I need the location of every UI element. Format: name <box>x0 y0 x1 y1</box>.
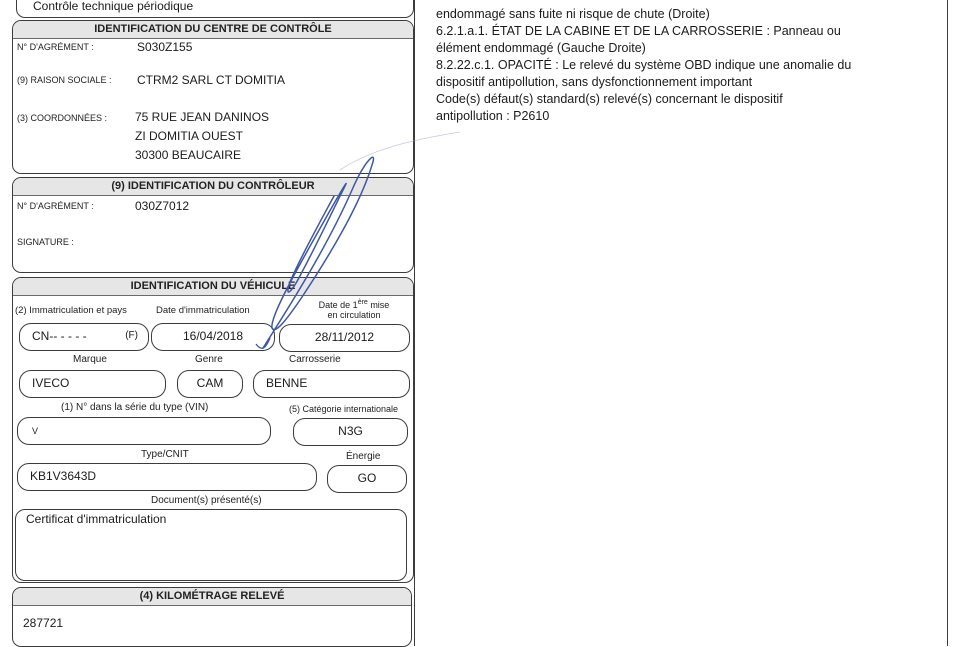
centre-agrement-label: N° D'AGRÉMENT : <box>17 42 94 52</box>
defect-line: Code(s) défaut(s) standard(s) relevé(s) concernant le dispositif <box>436 92 783 106</box>
defect-line: élément endommagé (Gauche Droite) <box>436 41 646 55</box>
documents-label: Document(s) présenté(s) <box>151 495 262 506</box>
controle-type-text: Contrôle technique périodique <box>33 0 194 13</box>
kilometrage-section <box>12 587 412 647</box>
centre-header: IDENTIFICATION DU CENTRE DE CONTRÔLE <box>13 21 413 39</box>
centre-agrement-value: S030Z155 <box>137 40 193 54</box>
date-immat-label: Date d'immatriculation <box>156 305 250 316</box>
address-line-3: 30300 BEAUCAIRE <box>135 148 242 162</box>
defect-line: endommagé sans fuite ni risque de chute (Droite) <box>436 7 710 21</box>
controleur-agrement-label: N° D'AGRÉMENT : <box>17 201 94 211</box>
controle-type-box <box>16 0 414 18</box>
controleur-header: (9) IDENTIFICATION DU CONTRÔLEUR <box>13 178 413 196</box>
vehicule-section <box>12 277 414 583</box>
country-value: (F) <box>125 330 138 341</box>
type-label: Type/CNIT <box>141 449 189 460</box>
kilometrage-header: (4) KILOMÉTRAGE RELEVÉ <box>13 588 411 606</box>
address-line-1: 75 RUE JEAN DANINOS <box>135 110 270 124</box>
controleur-agrement-value: 030Z7012 <box>135 199 190 213</box>
date-first-value: 28/11/2012 <box>314 330 375 344</box>
date-first-field <box>279 324 410 352</box>
coordonnees-label: (3) COORDONNÉES : <box>17 113 108 123</box>
vin-label: (1) N° dans la série du type (VIN) <box>61 402 209 413</box>
genre-label: Genre <box>195 354 223 365</box>
energie-field <box>327 465 407 493</box>
raison-sociale-value: CTRM2 SARL CT DOMITIA <box>137 73 286 87</box>
defects-list <box>436 6 936 125</box>
type-value: KB1V3643D <box>30 469 97 483</box>
vehicule-header: IDENTIFICATION DU VÉHICULE <box>13 278 413 296</box>
immat-value: CN-‐ ‐ ‐ ‐ ‐ <box>32 329 87 343</box>
energie-value: GO <box>357 471 377 485</box>
energie-label: Énergie <box>346 451 381 462</box>
date-immat-field <box>151 323 275 351</box>
defect-line: antipollution : P2610 <box>436 109 550 123</box>
date-immat-value: 16/04/2018 <box>182 329 244 343</box>
marque-field <box>19 370 166 398</box>
carrosserie-field <box>253 370 410 398</box>
controleur-section <box>12 177 414 273</box>
categorie-label: (5) Catégorie internationale <box>289 404 399 414</box>
carrosserie-label: Carrosserie <box>289 354 341 365</box>
genre-field <box>177 370 243 398</box>
documents-value: Certificat d'immatriculation <box>26 512 167 526</box>
address-line-2: ZI DOMITIA OUEST <box>135 129 244 143</box>
categorie-value: N3G <box>338 424 363 438</box>
marque-value: IVECO <box>32 376 70 390</box>
defect-line: 8.2.22.c.1. OPACITÉ : Le relevé du système OBD indique une anomalie du <box>436 58 852 72</box>
vin-field <box>17 417 271 445</box>
genre-value: CAM <box>196 376 224 390</box>
immat-field <box>19 323 149 351</box>
signature-label: SIGNATURE : <box>17 237 74 247</box>
defect-line: dispositif antipollution, sans dysfonctionnement important <box>436 75 753 89</box>
kilometrage-value: 287721 <box>23 616 64 630</box>
categorie-field <box>293 418 408 446</box>
centre-section <box>12 20 414 174</box>
marque-label: Marque <box>73 354 107 365</box>
vin-value: V <box>32 426 39 436</box>
documents-field <box>15 509 407 581</box>
date-first-label: Date de 1ère mise en circulation <box>318 299 390 320</box>
type-field <box>17 463 317 491</box>
immat-label: (2) Immatriculation et pays <box>15 305 127 316</box>
carrosserie-value: BENNE <box>266 376 308 390</box>
defect-line: 6.2.1.a.1. ÉTAT DE LA CABINE ET DE LA CARROSSERIE : Panneau ou <box>436 24 841 38</box>
raison-sociale-label: (9) RAISON SOCIALE : <box>17 75 112 85</box>
